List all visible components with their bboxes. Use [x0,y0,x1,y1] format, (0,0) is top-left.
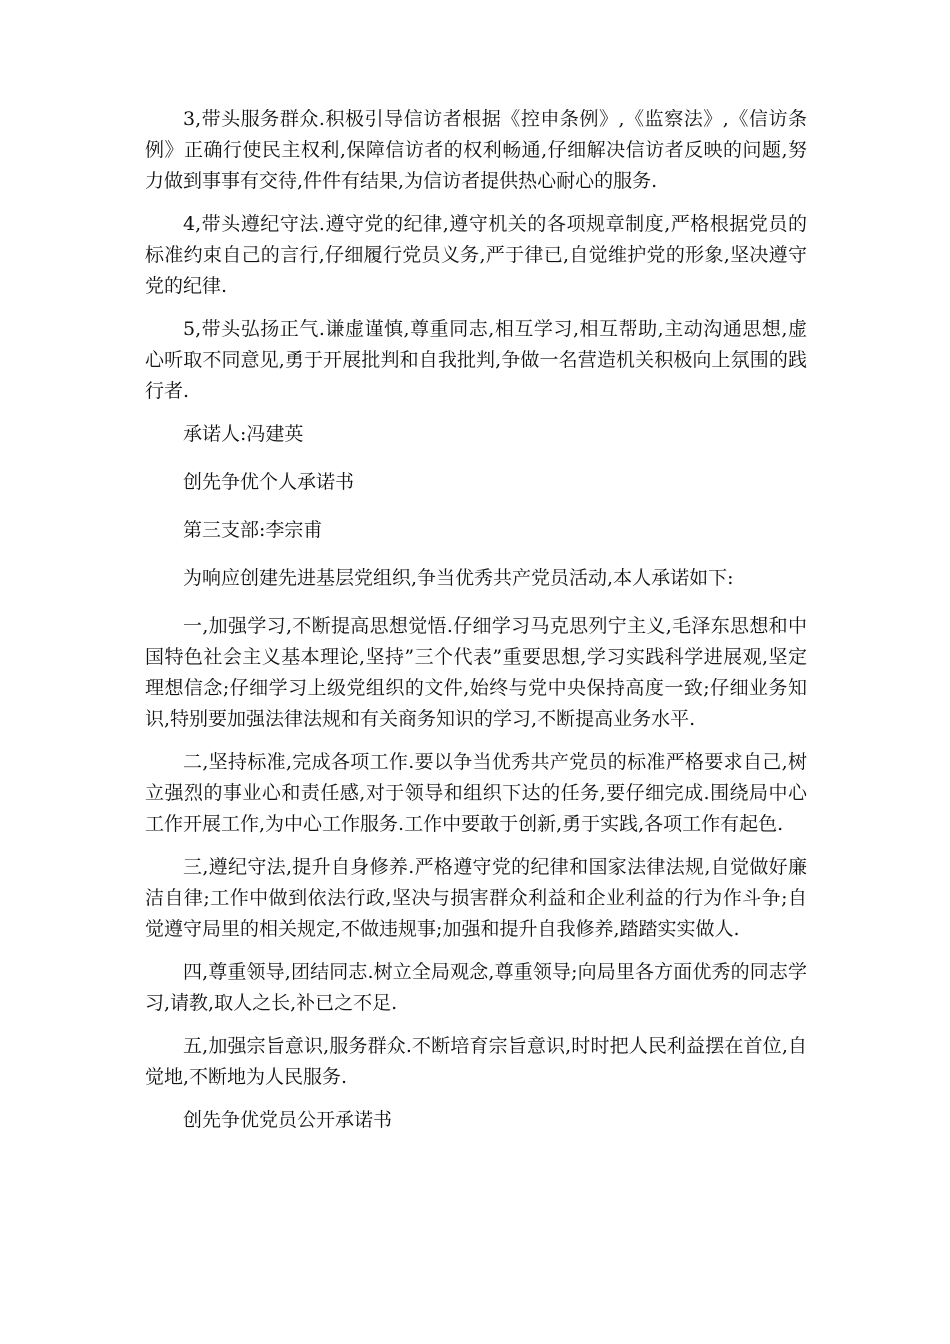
commitment-item-4: 四,尊重领导,团结同志.树立全局观念,尊重领导;向局里各方面优秀的同志学习,请教,取人之长,补已之不足. [145,961,807,1014]
commitment-intro: 为响应创建先进基层党组织,争当优秀共产党员活动,本人承诺如下: [183,567,734,589]
branch-line: 第三支部:李宗甫 [183,519,323,541]
commitment-item-5: 五,加强宗旨意识,服务群众.不断培育宗旨意识,时时把人民利益摆在首位,自觉地,不断地为人民服务. [145,1035,807,1088]
paragraph-item-4: 4,带头遵纪守法.遵守党的纪律,遵守机关的各项规章制度,严格根据党员的标准约束自己的言行,仔细履行党员义务,严于律已,自觉维护党的形象,坚决遵守党的纪律. [145,213,807,297]
document-body [145,104,807,1153]
commitment-item-3: 三,遵纪守法,提升自身修养.严格遵守党的纪律和国家法律法规,自觉做好廉洁自律;工作中做到依法行政,坚决与损害群众利益和企业利益的行为作斗争;自觉遵守局里的相关规定,不做违规事;加强和提升自我修养,踏踏实实做人. [145,856,807,940]
section-title-public-commitment: 创先争优党员公开承诺书 [183,1109,393,1131]
paragraph-item-5: 5,带头弘扬正气.谦虚谨慎,尊重同志,相互学习,相互帮助,主动沟通思想,虚心听取不同意见,勇于开展批判和自我批判,争做一名营造机关积极向上氛围的践行者. [145,318,807,402]
commitment-item-1: 一,加强学习,不断提高思想觉悟.仔细学习马克思列宁主义,毛泽东思想和中国特色社会主义基本理论,坚持”三个代表”重要思想,学习实践科学进展观,坚定理想信念;仔细学习上级党组织的文件,始终与党中央保持高度一致;仔细业务知识,特别要加强法律法规和有关商务知识的学习,不断提高业务水平. [145,615,807,730]
promisor-line: 承诺人:冯建英 [183,423,304,445]
commitment-item-2: 二,坚持标准,完成各项工作.要以争当优秀共产党员的标准严格要求自己,树立强烈的事业心和责任感,对于领导和组织下达的任务,要仔细完成.围绕局中心工作开展工作,为中心工作服务.工作中要敢于创新,勇于实践,各项工作有起色. [145,751,807,835]
section-title-personal-commitment: 创先争优个人承诺书 [183,471,355,493]
paragraph-item-3: 3,带头服务群众.积极引导信访者根据《控申条例》,《监察法》,《信访条例》正确行使民主权利,保障信访者的权利畅通,仔细解决信访者反映的问题,努力做到事事有交待,件件有结果,为信访者提供热心耐心的服务. [145,108,807,192]
